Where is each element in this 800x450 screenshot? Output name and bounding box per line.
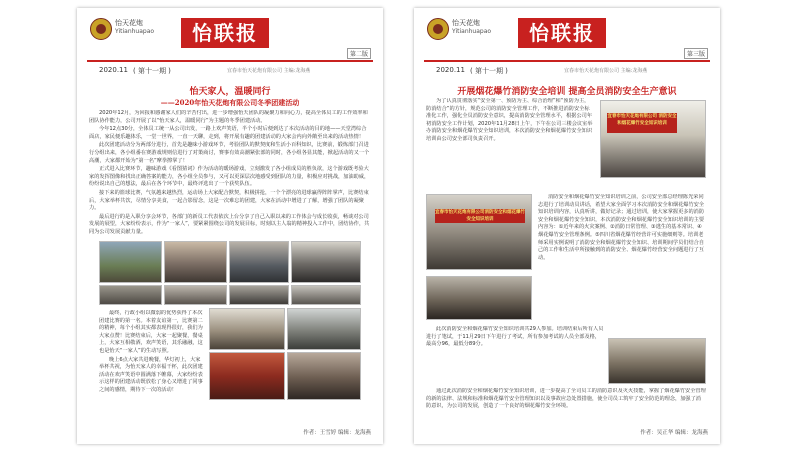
company-logo — [427, 18, 449, 40]
article-intro — [426, 98, 594, 186]
photo-exam — [608, 338, 706, 384]
paragraph: 正式进入比赛环节，趣味游戏《看图猜词》作为活动的暖场游戏，立刻激发了各小组成员的胜负欲，这个游戏既考验大家的发挥图像和找出正确答案的能力，各小组全员参与，又可以更深层次地感受到团队的力量，积极应对挑战，加油助威，纷纷说出自己的想法，最后在各个环节中，最终评选出了一个获奖队伍。 — [89, 166, 370, 188]
paragraph: 最后进行的是入职分享会环节，各部门的新员工代表依次上台分享了自己入职以来的工作体会与成长收获，畅谈对公司发展的展望，大家纷纷表示，作为“一家人”，要紧紧围绕公司的发展目标，时刻以主人翁的精神投入工作中，团结协作，共同为公司发展贡献力量。 — [89, 213, 370, 235]
issue-number: ( 第十一期 ) — [133, 67, 171, 75]
photo-training-room — [426, 276, 532, 320]
photo-team-activity — [229, 241, 289, 283]
paragraph: 今年12点30分，全体员工统一从公司出发，一路上欢声笑语，半个小时后便到达了本次活动的目的地——天堂湾综合面店，家民便乐趣体乐，一堂一世界，一直一天聊，走到，将开展有趣的团建活动的大家会内向外敞至出来的活动热情！ — [89, 126, 367, 140]
photo-line-activity — [291, 241, 361, 283]
photo-training-session — [426, 194, 532, 270]
paragraph: 接下来的篮球比赛，气氛越来越热烈，运动场上大家配合默契，积极拼抢，一个个漂亮的进球赢得阵阵掌声，比赛结束后，大家举杯共饮，尽情分享美食，一起合影留念，这是一次难忘的团建，大家在活动中增进了了解，增强了团队的凝聚力。 — [89, 189, 369, 212]
paragraph: 消防安全和烟花爆竹安全知识培训之前，公司安全部总经理陈光荣同志进行了培训动员讲话，希望大家全面学习本次消防安全和烟花爆竹安全知识培训内容，认真听讲，做好记录；通过培训，使大家掌握更多的消防安全和烟花爆竹安全知识，本次消防安全和烟花爆竹安全知识培训的主要内容为：①近年来的火灾案例、②消防日常管理、③逃生的基本常识、④烟花爆竹安全管理条例。⑤四川省烟花爆竹经营许可实施细则等。培训老师采用实例说明了消防安全和烟花爆竹安全知识、培训期间学员们结合自己的工作和生活中所接触到的消防安全、烟花爆竹经营安全问题进行了互动。 — [538, 194, 705, 261]
newspaper-page-left — [77, 8, 383, 444]
divider — [87, 60, 373, 62]
logo-text-en: Yitianhuapao — [115, 28, 155, 35]
article-conclusion — [426, 388, 706, 426]
byline: 作者：吴正华 编辑：龙海燕 — [640, 430, 708, 436]
article-body-2 — [426, 326, 604, 386]
logo-text-cn: 怡天花炮 — [115, 19, 143, 27]
photo-game — [291, 285, 361, 305]
article-title: 开展烟花爆竹消防安全培训 提高全员消防安全生产意识 — [457, 87, 677, 97]
issue-date: 2020.11 — [99, 66, 128, 74]
paragraph: 最终，行政小组以微弱的优势获得了本次团建比赛的第一名。本着友谊第一，比赛第二的精神，每个小组其实都表现得很好，我们为大家点赞！比赛结束后，大家一起聚餐，餐桌上，大家互相敬酒，欢声笑语，其乐融融，这也是怡天“一家人”的生动写照。 — [99, 310, 203, 354]
photo-game — [164, 285, 227, 305]
paragraph: 晚上6点大家共进晚餐，华灯初上，大家举杯共祝，为怡天家人的幸福干杯，此次团建活动在欢声笑语中圆满落下帷幕，大家纷纷表示这样的团建活动既放松了身心又增进了同事之间的感情，期待下一次的活动！ — [99, 356, 203, 393]
page-number: 第三版 — [684, 48, 708, 59]
side-text — [99, 310, 205, 420]
page-number: 第二版 — [347, 48, 371, 59]
paragraph: 此次消防安全和烟花爆竹安全知识培训共29人参加。培训结束后所有人员进行了笔试，于11月29日下午进行了考试，所有参加考试的人员全部及格，最高分96，最低分89分。 — [426, 326, 604, 348]
paragraph: 此次团建活动分为两部分进行，首先是趣味小游戏环节，考验团队的默契度和生活小百科知识，比赛前，锻炼部门召进行分组出来，各小组番在赛游戏规则信进行了对策商讨，赛事有效高潮紧张部的同时，各小组各显其能，掀起活动的又一个高潮，大家都开始为“第一名”摩拳擦掌了！ — [89, 142, 370, 164]
logo-text-en: Yitianhuapao — [452, 28, 492, 35]
photo-team-game — [164, 241, 227, 283]
photo-training-speaker — [600, 100, 706, 178]
article-title: 怡天家人，温暖同行 — [189, 87, 271, 97]
article-subtitle: ——2020年怡天花炮有限公司冬季团建活动 — [160, 98, 300, 107]
photo-group-portrait — [287, 352, 361, 400]
logo-text-cn: 怡天花炮 — [452, 19, 480, 27]
photo-outdoor-group — [209, 308, 285, 350]
byline: 作者：王雪婷 编辑：龙海燕 — [303, 430, 371, 436]
divider — [424, 60, 710, 62]
photo-game — [99, 285, 162, 305]
masthead: 怡联报 — [181, 18, 269, 48]
photo-game — [229, 285, 289, 305]
masthead: 怡联报 — [518, 18, 606, 48]
newspaper-page-right — [414, 8, 720, 444]
tagline: 宜春市怡天花炮有限公司 主编:龙海燕 — [564, 68, 648, 74]
company-logo — [90, 18, 112, 40]
article-body — [89, 110, 371, 238]
tagline: 宜春市怡天花炮有限公司 主编:龙海燕 — [227, 68, 311, 74]
issue-number: ( 第十一期 ) — [470, 67, 508, 75]
training-banner: 宜春市怡天花炮有限公司消防安全和烟花爆竹安全知识培训 — [435, 210, 525, 222]
photo-outdoor-group — [287, 308, 361, 350]
paragraph: 通过此次消防安全和烟花爆竹安全知识培训，进一步提高了全司员工的消防意识及灭火技能，掌握了烟花爆竹安全管理的新的法律、法规和标准和烟花爆竹安全管理知识以及事故应急处置措施，使全司员工筑牢了安全防范的理念，加强了消防意识，为公司的发展，创造了一个良好的烟花爆竹安全环境。 — [426, 388, 706, 410]
training-banner: 宜春市怡天花炮有限公司 消防安全和烟花爆竹安全知识培训 — [607, 113, 677, 133]
photo-dinner — [209, 352, 285, 400]
paragraph: 2020年12月，为回报和感谢家人们的辛苦付出，进一步增强怡天团队的凝聚力和向心力，提高全体员工的工作效率和团队协作能力，公司开展了以“怡天家人，温暖同行”为主题的冬季团建活动。 — [89, 110, 368, 124]
article-body — [538, 194, 706, 334]
issue-date: 2020.11 — [436, 66, 465, 74]
paragraph: 为了认真贯彻落实“安全第一、预防为主、综合治理”和“预防为主，防消结合”的方针，规范公司的消防安全管理工作，不断推进消防安全标准化工作，强化全员消防安全意识，提高消防安全管理水平，根据公司年初消防安全工作计划，2020年11月28日上午，下午在公司三楼会议室举办消防安全和烟花爆竹安全知识培训，本次消防安全和烟花爆竹安全知识培训由公司安全部司负责召开。 — [426, 98, 593, 142]
photo-group-outdoor — [99, 241, 162, 283]
